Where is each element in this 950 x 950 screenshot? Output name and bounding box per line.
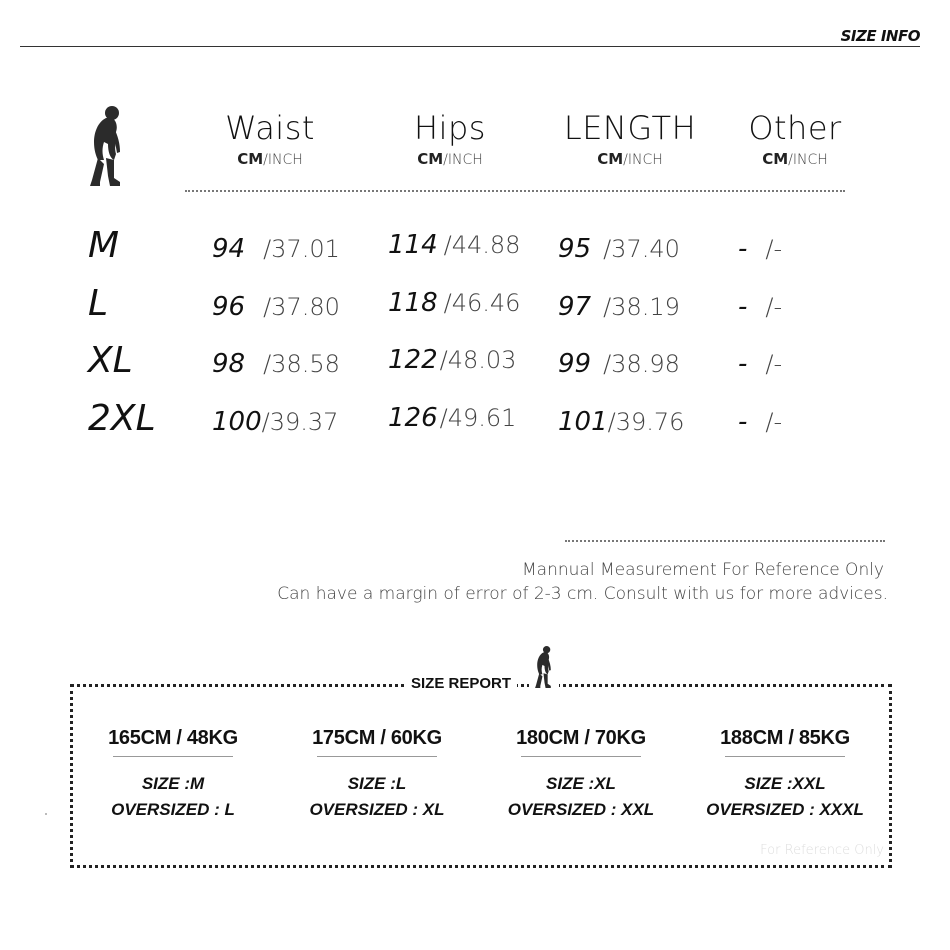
column-header-length [550, 110, 710, 168]
reference-footnote: For Reference Only [760, 843, 884, 858]
size-label: XL [88, 340, 133, 381]
table-cell-other: - /- [738, 407, 783, 437]
model-report-3 [486, 727, 676, 823]
column-unit: CM/INCH [762, 150, 828, 168]
model-height-weight: 188CM / 85KG [720, 727, 850, 749]
table-cell-length: 99 /38.98 [558, 349, 680, 379]
table-cell-length: 97 /38.19 [558, 292, 680, 322]
table-cell-other: - /- [738, 292, 783, 322]
table-cell-hips: 126/49.61 [388, 403, 517, 433]
model-size: SIZE :XXL [744, 774, 826, 793]
column-unit: CM/INCH [237, 150, 303, 168]
column-title: Other [748, 109, 842, 147]
column-unit: CM/INCH [417, 150, 483, 168]
model-oversized: OVERSIZED : XXXL [706, 800, 864, 819]
size-label: L [88, 283, 109, 324]
table-cell-waist: 96 /37.80 [212, 292, 340, 322]
header-divider [20, 46, 920, 47]
size-label: M [88, 225, 120, 266]
margin-of-error-note: Can have a margin of error of 2-3 cm. Consult with us for more advices. [277, 584, 888, 604]
table-cell-other: - /- [738, 349, 783, 379]
size-info-title: SIZE INFO [840, 27, 920, 45]
table-cell-length: 95 /37.40 [558, 234, 680, 264]
header-dotted-divider [185, 190, 845, 192]
column-title: LENGTH [563, 109, 697, 147]
model-size: SIZE :XL [546, 774, 616, 793]
table-cell-other: - /- [738, 234, 783, 264]
model-size: SIZE :M [141, 774, 205, 793]
model-size: SIZE :L [347, 774, 407, 793]
table-cell-length: 101/39.76 [558, 407, 685, 437]
walking-ape-figure-icon [86, 104, 128, 188]
column-header-waist [190, 110, 350, 168]
table-cell-waist: 100/39.37 [212, 407, 339, 437]
walking-ape-figure-icon [529, 643, 559, 691]
model-divider [113, 756, 233, 757]
table-cell-hips: 114 /44.88 [388, 230, 521, 260]
table-cell-waist: 94 /37.01 [212, 234, 340, 264]
column-header-other [715, 110, 875, 168]
model-oversized: OVERSIZED : XXL [507, 800, 655, 819]
model-height-weight: 180CM / 70KG [516, 727, 646, 749]
table-cell-hips: 122/48.03 [388, 345, 517, 375]
decorative-dot [45, 813, 47, 815]
model-height-weight: 175CM / 60KG [312, 727, 442, 749]
column-title: Hips [414, 109, 486, 147]
model-divider [521, 756, 641, 757]
table-cell-waist: 98 /38.58 [212, 349, 340, 379]
model-report-4 [690, 727, 880, 823]
model-height-weight: 165CM / 48KG [108, 727, 238, 749]
model-report-2 [282, 727, 472, 823]
model-oversized: OVERSIZED : XL [309, 800, 445, 819]
table-cell-hips: 118 /46.46 [388, 288, 521, 318]
column-header-hips [370, 110, 530, 168]
notes-dotted-divider [565, 540, 885, 542]
model-report-1 [78, 727, 268, 823]
model-divider [317, 756, 437, 757]
model-divider [725, 756, 845, 757]
measurement-note: Mannual Measurement For Reference Only [522, 560, 884, 580]
column-unit: CM/INCH [597, 150, 663, 168]
model-oversized: OVERSIZED : L [111, 800, 235, 819]
column-title: Waist [225, 109, 315, 147]
size-label: 2XL [88, 398, 156, 439]
size-report-title: SIZE REPORT [405, 672, 517, 696]
